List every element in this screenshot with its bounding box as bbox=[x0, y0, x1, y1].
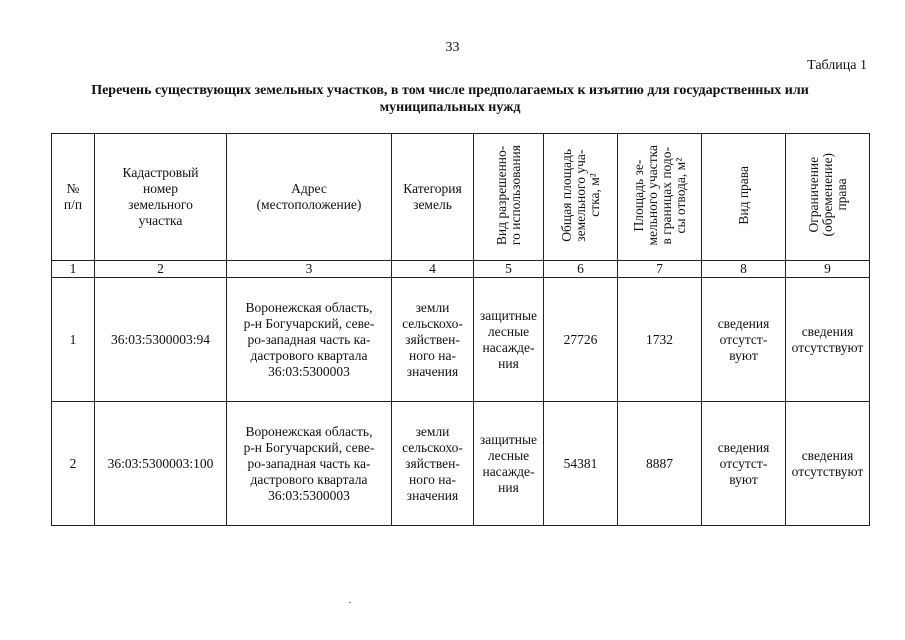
column-number: 8 bbox=[702, 261, 786, 278]
right-cell: сведения отсутст- вуют bbox=[702, 402, 786, 526]
column-number: 5 bbox=[474, 261, 544, 278]
address-cell: Воронежская область, р-н Богучарский, севе- ро-западная часть ка- дастрового квартала 36:03:5300003 bbox=[227, 278, 392, 402]
cadastral-number: 36:03:5300003:94 bbox=[95, 278, 227, 402]
header-cell: Общая площадь земельного уча- стка, м² bbox=[544, 134, 618, 261]
document-title bbox=[50, 82, 850, 116]
table-row bbox=[52, 278, 870, 402]
area-total-cell: 54381 bbox=[544, 402, 618, 526]
use-cell: защитные лесные насажде- ния bbox=[474, 402, 544, 526]
land-plots-table bbox=[51, 133, 870, 526]
row-number: 2 bbox=[52, 402, 95, 526]
use-cell: защитные лесные насажде- ния bbox=[474, 278, 544, 402]
restriction-cell: сведения отсутствуют bbox=[786, 402, 870, 526]
row-number: 1 bbox=[52, 278, 95, 402]
header-row bbox=[52, 134, 870, 261]
cadastral-number: 36:03:5300003:100 bbox=[95, 402, 227, 526]
area-strip-cell: 8887 bbox=[618, 402, 702, 526]
title-line-2: муниципальных нужд bbox=[379, 100, 521, 115]
page-number: 33 bbox=[445, 40, 460, 55]
restriction-cell: сведения отсутствуют bbox=[786, 278, 870, 402]
area-total-cell: 27726 bbox=[544, 278, 618, 402]
column-number: 9 bbox=[786, 261, 870, 278]
column-number: 1 bbox=[52, 261, 95, 278]
address-cell: Воронежская область, р-н Богучарский, севе- ро-западная часть ка- дастрового квартала 36:03:5300003 bbox=[227, 402, 392, 526]
table-row bbox=[52, 402, 870, 526]
header-cell: Вид права bbox=[702, 134, 786, 261]
header-cell: Ограничение (обременение) права bbox=[786, 134, 870, 261]
header-cell: Адрес (местоположение) bbox=[227, 134, 392, 261]
header-cell: Вид разрешенно- го использования bbox=[474, 134, 544, 261]
header-cell: № п/п bbox=[52, 134, 95, 261]
category-cell: земли сельскохо- зяйствен- ного на- значения bbox=[392, 278, 474, 402]
table-label: Таблица 1 bbox=[807, 58, 867, 73]
column-number: 3 bbox=[227, 261, 392, 278]
header-cell: Категория земель bbox=[392, 134, 474, 261]
header-cell: Кадастровый номер земельного участка bbox=[95, 134, 227, 261]
title-line-1: Перечень существующих земельных участков, в том числе предполагаемых к изъятию для государственных или bbox=[91, 83, 809, 98]
scan-speck bbox=[349, 602, 351, 603]
column-number: 7 bbox=[618, 261, 702, 278]
right-cell: сведения отсутст- вуют bbox=[702, 278, 786, 402]
area-strip-cell: 1732 bbox=[618, 278, 702, 402]
category-cell: земли сельскохо- зяйствен- ного на- значения bbox=[392, 402, 474, 526]
column-number: 4 bbox=[392, 261, 474, 278]
column-number: 6 bbox=[544, 261, 618, 278]
header-cell: Площадь зе- мельного участка в границах подо- сы отвода, м² bbox=[618, 134, 702, 261]
column-number-row bbox=[52, 261, 870, 278]
column-number: 2 bbox=[95, 261, 227, 278]
